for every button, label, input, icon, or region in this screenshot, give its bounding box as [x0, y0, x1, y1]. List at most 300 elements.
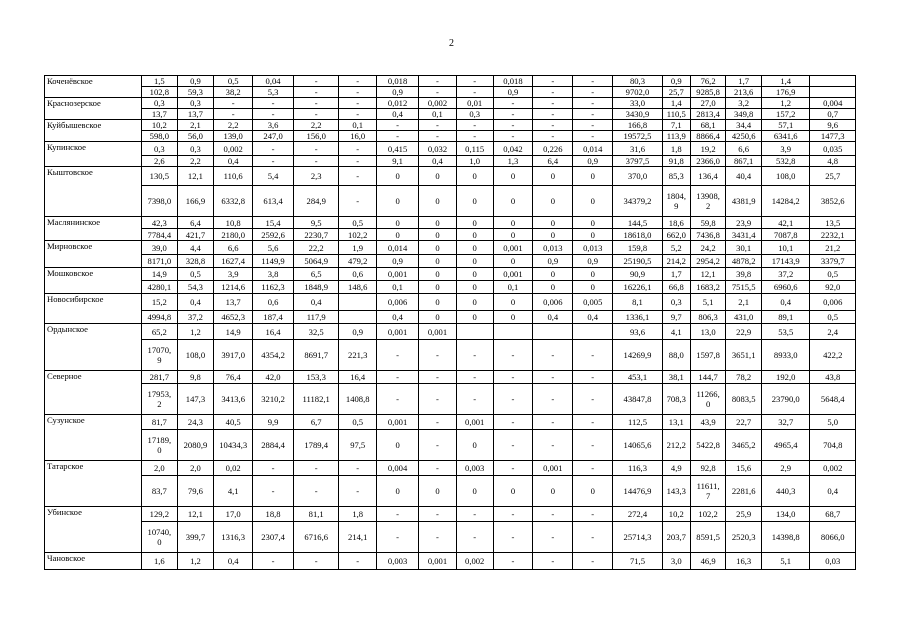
table-cell: 0,6	[253, 294, 294, 311]
table-cell: 8083,5	[726, 384, 762, 415]
table-cell: -	[533, 120, 573, 131]
table-cell: 2230,7	[294, 229, 339, 241]
table-cell: 66,8	[662, 281, 690, 294]
table-cell: 3,2	[726, 98, 762, 109]
table-cell: 3431,4	[726, 229, 762, 241]
table-cell: 91,8	[662, 156, 690, 167]
table-cell: 6716,6	[294, 522, 339, 553]
district-name: Коченёвское	[45, 76, 142, 98]
table-cell: 214,2	[662, 255, 690, 268]
table-cell: 129,2	[142, 507, 178, 522]
table-cell: 0,006	[810, 294, 856, 311]
table-cell: 10,2	[662, 507, 690, 522]
table-cell: 0	[456, 229, 493, 241]
table-cell: 0,9	[377, 255, 419, 268]
table-cell: 1,2	[761, 98, 810, 109]
table-cell: 108,0	[761, 167, 810, 186]
table-cell	[493, 324, 533, 340]
table-cell: -	[573, 461, 613, 476]
district-name: Новосибирское	[45, 294, 142, 324]
table-cell: -	[493, 131, 533, 142]
table-cell: 4,9	[662, 461, 690, 476]
table-cell: 13,0	[690, 324, 726, 340]
table-cell: 0	[419, 311, 457, 324]
table-cell: 2,3	[294, 167, 339, 186]
table-cell: 1,6	[142, 553, 178, 570]
table-cell: 0,002	[419, 98, 457, 109]
table-cell: -	[253, 553, 294, 570]
table-cell: 92,0	[810, 281, 856, 294]
district-name: Чановское	[45, 553, 142, 570]
table-cell: 6,5	[294, 268, 339, 281]
table-cell: 34,4	[726, 120, 762, 131]
table-cell: 221,3	[339, 340, 377, 371]
table-cell: 8933,0	[761, 340, 810, 371]
table-cell: 14,9	[142, 268, 178, 281]
table-row	[45, 131, 856, 142]
table-cell: 3651,1	[726, 340, 762, 371]
table-cell: 0	[533, 476, 573, 507]
district-name: Мирновское	[45, 241, 142, 268]
table-cell: 2813,4	[690, 109, 726, 120]
table-cell: 90,9	[613, 268, 663, 281]
table-cell: -	[214, 109, 253, 120]
table-cell: 3797,5	[613, 156, 663, 167]
table-cell: 0,001	[493, 241, 533, 255]
table-cell: 144,5	[613, 217, 663, 229]
table-cell: 0,4	[177, 294, 214, 311]
table-cell: 0	[419, 268, 457, 281]
table-row	[45, 340, 856, 371]
table-cell: 704,8	[810, 430, 856, 461]
table-cell: 110,5	[662, 109, 690, 120]
table-cell	[810, 87, 856, 98]
table-cell: 2,1	[177, 120, 214, 131]
table-cell: 0,9	[573, 255, 613, 268]
table-cell: 0	[419, 186, 457, 217]
table-cell: -	[493, 507, 533, 522]
table-cell: 10740, 0	[142, 522, 178, 553]
table-cell: 0	[456, 294, 493, 311]
table-row	[45, 371, 856, 384]
table-cell: 0	[456, 167, 493, 186]
table-cell: 4965,4	[761, 430, 810, 461]
table-cell: 117,9	[294, 311, 339, 324]
table-cell: -	[339, 98, 377, 109]
table-cell: 34379,2	[613, 186, 663, 217]
table-cell: 0,002	[456, 553, 493, 570]
table-cell: 13,7	[177, 109, 214, 120]
table-cell: 39,8	[726, 268, 762, 281]
table-cell: -	[377, 522, 419, 553]
table-cell: -	[294, 76, 339, 87]
table-cell: -	[377, 131, 419, 142]
table-cell: 1162,3	[253, 281, 294, 294]
table-row	[45, 476, 856, 507]
table-cell: 159,8	[613, 241, 663, 255]
table-cell: -	[456, 120, 493, 131]
table-cell: -	[253, 98, 294, 109]
table-cell: 0	[533, 268, 573, 281]
table-cell: -	[339, 87, 377, 98]
table-cell: 0,3	[142, 98, 178, 109]
table-cell: 1,2	[177, 324, 214, 340]
table-cell: 328,8	[177, 255, 214, 268]
table-cell: -	[573, 553, 613, 570]
table-cell: 17953, 2	[142, 384, 178, 415]
table-cell: 0	[377, 167, 419, 186]
table-cell: 46,9	[690, 553, 726, 570]
table-cell: 81,1	[294, 507, 339, 522]
table-cell: 2366,0	[690, 156, 726, 167]
table-cell: -	[339, 553, 377, 570]
table-cell: 1336,1	[613, 311, 663, 324]
table-cell: -	[294, 553, 339, 570]
table-cell: 0,042	[493, 142, 533, 156]
table-cell: -	[339, 76, 377, 87]
table-cell: -	[573, 384, 613, 415]
table-cell: 0,9	[377, 87, 419, 98]
table-row	[45, 415, 856, 430]
table-cell: 113,9	[662, 131, 690, 142]
table-cell: 0,001	[377, 415, 419, 430]
table-cell: 92,8	[690, 461, 726, 476]
table-cell: 2,1	[726, 294, 762, 311]
district-name: Сузунское	[45, 415, 142, 461]
table-cell: 0,3	[456, 109, 493, 120]
table-cell: 16,3	[726, 553, 762, 570]
table-cell: 0	[573, 186, 613, 217]
table-cell: 0,012	[377, 98, 419, 109]
table-cell: 0	[419, 167, 457, 186]
table-cell: 867,1	[726, 156, 762, 167]
table-cell: 5,1	[690, 294, 726, 311]
table-cell: 102,2	[339, 229, 377, 241]
table-cell: 5,0	[810, 415, 856, 430]
table-cell: 3,8	[253, 268, 294, 281]
table-cell: -	[419, 507, 457, 522]
table-cell: 40,5	[214, 415, 253, 430]
table-cell: -	[456, 76, 493, 87]
table-cell: 422,2	[810, 340, 856, 371]
table-cell: 0,03	[810, 553, 856, 570]
table-cell: -	[377, 384, 419, 415]
table-cell	[810, 76, 856, 87]
table-cell: -	[533, 507, 573, 522]
table-row	[45, 98, 856, 109]
table-row	[45, 87, 856, 98]
table-cell: 1214,6	[214, 281, 253, 294]
table-cell: -	[456, 131, 493, 142]
table-cell: 0,002	[214, 142, 253, 156]
table-cell: 0,3	[142, 142, 178, 156]
table-cell: -	[533, 76, 573, 87]
table-cell: 1848,9	[294, 281, 339, 294]
district-name: Купинское	[45, 142, 142, 167]
table-cell: 4381,9	[726, 186, 762, 217]
table-cell: -	[456, 507, 493, 522]
table-cell: 25,7	[662, 87, 690, 98]
table-row	[45, 186, 856, 217]
table-cell: -	[339, 109, 377, 120]
table-cell: 0	[419, 294, 457, 311]
table-cell: 15,4	[253, 217, 294, 229]
table-cell: 153,3	[294, 371, 339, 384]
table-cell: -	[377, 507, 419, 522]
table-cell: 0,1	[419, 109, 457, 120]
table-cell: 68,7	[810, 507, 856, 522]
table-cell: 0,5	[339, 415, 377, 430]
table-cell: 3852,6	[810, 186, 856, 217]
table-cell: -	[294, 156, 339, 167]
table-cell	[339, 311, 377, 324]
table-row	[45, 120, 856, 131]
table-cell: -	[573, 87, 613, 98]
table-cell: 0,115	[456, 142, 493, 156]
table-row	[45, 294, 856, 311]
table-cell: 23,9	[726, 217, 762, 229]
table-cell: 42,1	[761, 217, 810, 229]
table-cell: -	[339, 476, 377, 507]
table-cell: 3379,7	[810, 255, 856, 268]
table-cell: -	[493, 522, 533, 553]
table-cell: 0,4	[573, 311, 613, 324]
table-cell: 0	[456, 217, 493, 229]
table-cell: 0,018	[493, 76, 533, 87]
table-cell: -	[253, 461, 294, 476]
table-cell: 0,3	[662, 294, 690, 311]
table-cell: 421,7	[177, 229, 214, 241]
table-cell: 3413,6	[214, 384, 253, 415]
table-cell: 30,1	[726, 241, 762, 255]
table-cell: 6332,8	[214, 186, 253, 217]
table-cell: 4994,8	[142, 311, 178, 324]
table-cell: 16,4	[253, 324, 294, 340]
table-cell: 7398,0	[142, 186, 178, 217]
table-cell: 0	[493, 217, 533, 229]
table-cell: 0,5	[177, 268, 214, 281]
table-cell: -	[573, 430, 613, 461]
table-cell: 0,035	[810, 142, 856, 156]
table-cell: 0	[419, 217, 457, 229]
table-cell: 0	[419, 476, 457, 507]
table-cell: 24,3	[177, 415, 214, 430]
table-cell: -	[493, 109, 533, 120]
table-cell: -	[573, 120, 613, 131]
table-cell: 0,3	[177, 142, 214, 156]
table-cell: 143,3	[662, 476, 690, 507]
table-cell: 139,0	[214, 131, 253, 142]
table-cell: 88,0	[662, 340, 690, 371]
table-cell: 25,7	[810, 167, 856, 186]
table-cell: -	[573, 415, 613, 430]
table-cell: 42,3	[142, 217, 178, 229]
table-cell: 2,4	[810, 324, 856, 340]
table-cell: -	[493, 415, 533, 430]
table-cell: 10,1	[761, 241, 810, 255]
table-cell: 613,4	[253, 186, 294, 217]
table-cell: 59,3	[177, 87, 214, 98]
table-cell: 8,1	[613, 294, 663, 311]
table-row	[45, 268, 856, 281]
table-cell: -	[377, 340, 419, 371]
district-name: Маслянинское	[45, 217, 142, 241]
table-cell: 0	[456, 186, 493, 217]
table-cell: 0,001	[377, 268, 419, 281]
table-cell: -	[419, 131, 457, 142]
table-cell: -	[456, 384, 493, 415]
table-cell: 2,0	[177, 461, 214, 476]
table-cell: 0,226	[533, 142, 573, 156]
table-cell: 43847,8	[613, 384, 663, 415]
table-cell: 11266, 0	[690, 384, 726, 415]
table-cell: 38,1	[662, 371, 690, 384]
table-cell: 22,9	[726, 324, 762, 340]
table-cell: 16,4	[339, 371, 377, 384]
table-cell: 0,9	[493, 87, 533, 98]
table-cell: 0,4	[214, 156, 253, 167]
table-cell: 0,005	[573, 294, 613, 311]
table-cell: 1408,8	[339, 384, 377, 415]
table-cell: 8066,0	[810, 522, 856, 553]
table-cell: 0	[419, 281, 457, 294]
table-cell: 6960,6	[761, 281, 810, 294]
table-cell: 43,8	[810, 371, 856, 384]
table-cell: 13,1	[662, 415, 690, 430]
district-name: Краснозерское	[45, 98, 142, 120]
table-cell: -	[533, 98, 573, 109]
table-cell: 81,7	[142, 415, 178, 430]
table-cell: 12,1	[177, 167, 214, 186]
table-cell: 284,9	[294, 186, 339, 217]
table-cell: 7087,8	[761, 229, 810, 241]
table-cell: 1149,9	[253, 255, 294, 268]
table-cell: 1,0	[456, 156, 493, 167]
table-cell: 0,6	[339, 268, 377, 281]
table-row	[45, 76, 856, 87]
table-cell: 0	[377, 217, 419, 229]
table-cell: 1,8	[662, 142, 690, 156]
table-cell: 3,9	[214, 268, 253, 281]
table-cell: 17143,9	[761, 255, 810, 268]
table-cell: 0,9	[533, 255, 573, 268]
table-cell: 0,001	[419, 324, 457, 340]
table-cell: 0,014	[377, 241, 419, 255]
table-row	[45, 430, 856, 461]
table-cell: 0	[377, 229, 419, 241]
table-cell: 0,032	[419, 142, 457, 156]
table-cell: 2080,9	[177, 430, 214, 461]
table-cell: 0	[419, 241, 457, 255]
table-cell: 4,1	[214, 476, 253, 507]
table-cell: 0	[573, 281, 613, 294]
table-cell: 6,6	[726, 142, 762, 156]
table-cell: 0	[493, 294, 533, 311]
table-cell: 1477,3	[810, 131, 856, 142]
table-cell: 0,4	[294, 294, 339, 311]
table-cell: 15,2	[142, 294, 178, 311]
table-row	[45, 156, 856, 167]
table-cell: 0,9	[339, 324, 377, 340]
table-cell: 5,1	[761, 553, 810, 570]
table-cell: 0,006	[533, 294, 573, 311]
table-cell: 1,4	[761, 76, 810, 87]
table-cell: 7515,5	[726, 281, 762, 294]
table-cell: -	[294, 98, 339, 109]
table-cell: 14269,9	[613, 340, 663, 371]
table-cell: 4354,2	[253, 340, 294, 371]
table-cell: 0,001	[419, 553, 457, 570]
table-cell: 0,5	[214, 76, 253, 87]
table-row	[45, 142, 856, 156]
table-cell: 0,5	[339, 217, 377, 229]
table-cell: 0	[533, 167, 573, 186]
table-cell: 25714,3	[613, 522, 663, 553]
table-cell: 33,0	[613, 98, 663, 109]
table-cell: 192,0	[761, 371, 810, 384]
table-cell: 370,0	[613, 167, 663, 186]
table-cell: 12,1	[177, 507, 214, 522]
table-cell: -	[573, 98, 613, 109]
table-cell: 0,9	[662, 76, 690, 87]
table-cell: 2884,4	[253, 430, 294, 461]
table-cell: 0,013	[573, 241, 613, 255]
table-cell: 2520,3	[726, 522, 762, 553]
table-cell: -	[419, 461, 457, 476]
table-cell: -	[419, 415, 457, 430]
table-cell: -	[419, 87, 457, 98]
table-cell: 0	[456, 476, 493, 507]
table-cell: 42,0	[253, 371, 294, 384]
table-cell: 0,1	[339, 120, 377, 131]
table-cell: -	[456, 371, 493, 384]
table-cell: 14476,9	[613, 476, 663, 507]
table-cell: 56,0	[177, 131, 214, 142]
table-cell: -	[339, 167, 377, 186]
page-number: 2	[449, 38, 454, 49]
table-cell: 0,4	[533, 311, 573, 324]
table-row	[45, 229, 856, 241]
table-cell: -	[419, 340, 457, 371]
table-cell: 136,4	[690, 167, 726, 186]
table-cell: -	[456, 340, 493, 371]
table-cell: -	[533, 371, 573, 384]
table-cell: 0,001	[456, 415, 493, 430]
table-cell: 203,7	[662, 522, 690, 553]
table-cell: 0	[533, 229, 573, 241]
table-cell: 0	[456, 268, 493, 281]
table-cell: 19,2	[690, 142, 726, 156]
table-cell: -	[253, 476, 294, 507]
table-cell: 27,0	[690, 98, 726, 109]
table-row	[45, 255, 856, 268]
table-cell: 17,0	[214, 507, 253, 522]
table-cell: 68,1	[690, 120, 726, 131]
table-cell: -	[339, 156, 377, 167]
table-cell: 166,8	[613, 120, 663, 131]
table-cell: 0	[419, 255, 457, 268]
table-cell: 5,4	[253, 167, 294, 186]
table-cell: 0,4	[419, 156, 457, 167]
table-cell: 0	[493, 311, 533, 324]
table-cell: 9,6	[810, 120, 856, 131]
table-cell: 157,2	[761, 109, 810, 120]
table-cell: 4280,1	[142, 281, 178, 294]
table-cell: 0,5	[810, 268, 856, 281]
table-cell: 8171,0	[142, 255, 178, 268]
table-cell: -	[493, 461, 533, 476]
table-cell: 166,9	[177, 186, 214, 217]
